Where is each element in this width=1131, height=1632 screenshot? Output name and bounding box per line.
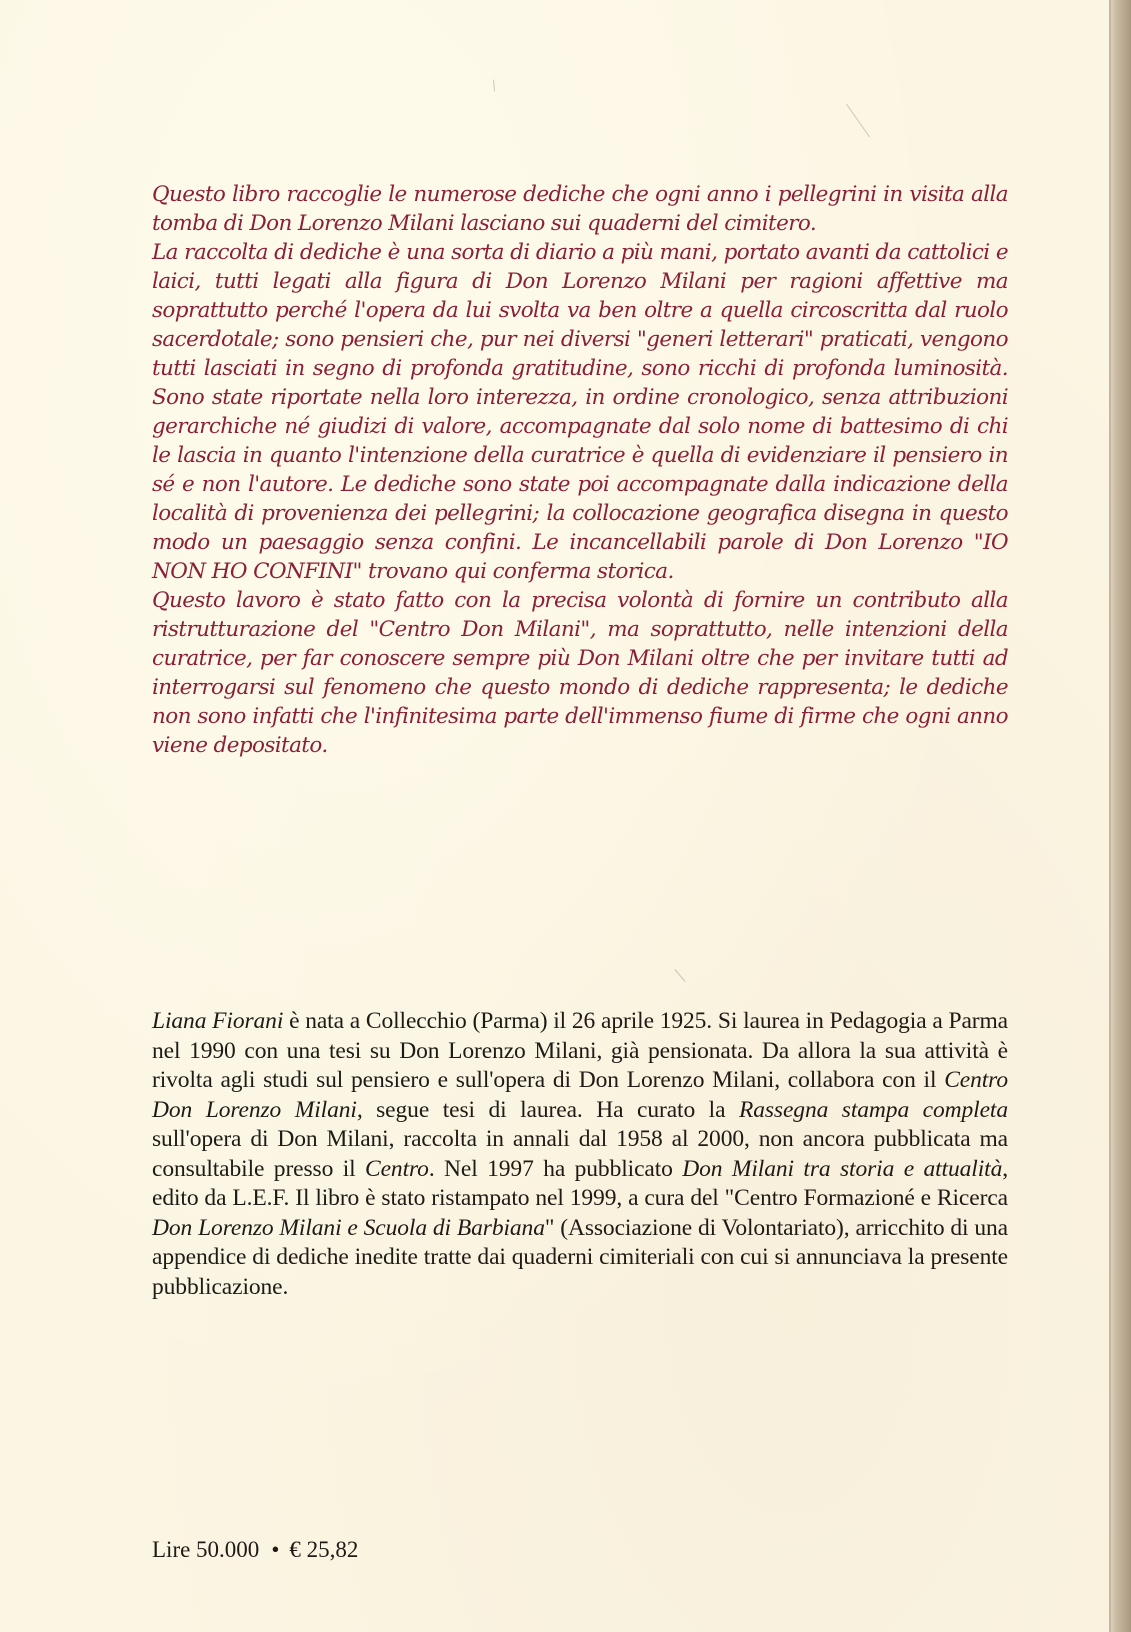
bio-book-title: Don Milani tra storia e attualità	[682, 1155, 1003, 1182]
author-bio-paragraph	[152, 1007, 1008, 1302]
bio-text: , segue tesi di laurea. Ha curato la	[356, 1096, 739, 1123]
price-line	[152, 1536, 358, 1564]
author-name: Liana Fiorani	[152, 1008, 284, 1034]
author-bio-section	[152, 1007, 1008, 1302]
paper-scratch	[674, 969, 685, 982]
price-lire: Lire 50.000	[152, 1537, 260, 1562]
bio-text: , edito da L.E.F. Il libro è stato ristampato nel 1999, a cura del "Centro Formazioné e Ricerca	[152, 1155, 1009, 1211]
blurb-paragraph-2: La raccolta di dediche è una sorta di diario a più mani, portato avanti da cattolici e laici, tutti legati alla figura di Don Lorenzo Milani per ragioni affettive ma soprattutto perché l'opera da lui svolta va ben oltre a quella circoscritta dal ruolo sacerdotale; sono pensieri che, pur nei diversi "generi letterari" praticati, vengono tutti lasciati in segno di profonda gratitudine, sono ricchi di profonda luminosità. Sono state riportate nella loro interezza, in ordine cronologico, senza attribuzioni gerarchiche né giudizi di valore, accompagnate dal solo nome di battesimo di chi le lascia in quanto l'intenzione della curatrice è quella di evidenziare il pensiero in sé e non l'autore. Le dediche sono state poi accompagnate dalla indicazione della località di provenienza dei pellegrini; la collocazione geografica disegna in questo modo un paesaggio senza confini. Le incancellabili parole di Don Lorenzo "IO NON HO CONFINI" trovano qui conferma storica.	[152, 240, 1008, 584]
blurb-section	[152, 180, 1008, 760]
bio-rassegna-title: Rassegna stampa completa	[738, 1096, 1008, 1123]
blurb-paragraph-1: Questo libro raccoglie le numerose dediche che ogni anno i pellegrini in visita alla tomba di Don Lorenzo Milani lasciano sui quaderni del cimitero.	[152, 182, 1008, 236]
bio-text: è nata a Collecchio (Parma) il 26 aprile 1925. Si laurea in Pedagogia a Parma nel 1990 con una tesi su Don Lorenzo Milani, già pensionata. Da allora la sua attività è rivolta agli studi sul pensiero e sull'opera di Don Lorenzo Milani, collabora con il	[152, 1008, 1009, 1093]
bio-text: sull'opera di Don Milani, raccolta in annali dal 1958 al 2000, non ancora pubblicata ma consultabile presso il	[152, 1126, 1008, 1182]
paper-scratch	[493, 79, 495, 91]
blurb-paragraph-3: Questo lavoro è stato fatto con la precisa volontà di fornire un contributo alla ristrutturazione del "Centro Don Milani", ma soprattutto, nelle intenzioni della curatrice, per far conoscere sempre più Don Milani oltre che per invitare tutti ad interrogarsi sul fenomeno che questo mondo di dediche rappresenta; le dediche non sono infatti che l'infinitesima parte dell'immenso fiume di firme che ogni anno viene depositato.	[152, 588, 1008, 758]
paper-scratch	[846, 104, 870, 137]
price-euro: € 25,82	[289, 1537, 359, 1562]
cover-edge-shadow	[1109, 0, 1131, 1632]
bio-centro-short: Centro	[365, 1155, 429, 1182]
bio-school-name: Don Lorenzo Milani e Scuola di Barbiana	[152, 1214, 545, 1241]
bio-centro-name: Centro Don Lorenzo Milani	[152, 1067, 1008, 1123]
bio-text: " (Associazione di Volontariato), arricchito di una appendice di dediche inedite tratte dai quaderni cimiteriali con cui si annunciava la presente pubblicazione.	[152, 1214, 1008, 1300]
price-separator: •	[271, 1537, 280, 1562]
bio-text: . Nel 1997 ha pubblicato	[428, 1155, 683, 1182]
